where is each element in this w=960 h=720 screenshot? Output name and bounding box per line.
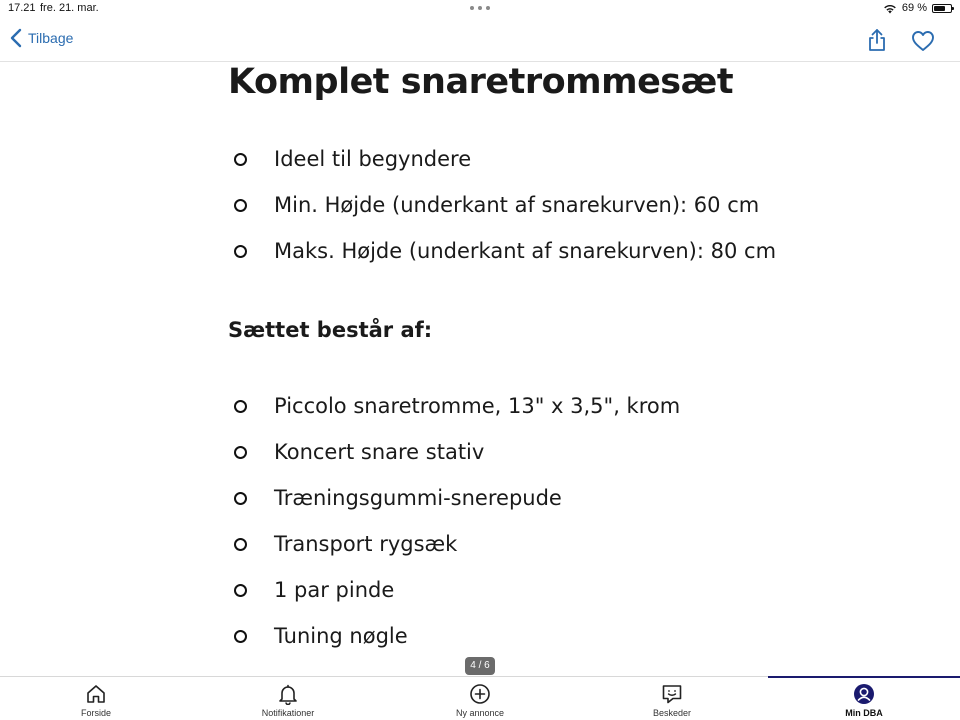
profile-icon bbox=[853, 683, 875, 705]
list-item-text: Ideel til begyndere bbox=[274, 147, 472, 171]
battery-level-fill bbox=[934, 6, 945, 11]
tab-beskeder[interactable] bbox=[576, 677, 768, 720]
feature-list bbox=[234, 136, 776, 274]
battery-percentage: 69 % bbox=[901, 2, 927, 14]
image-page-indicator: 4 / 6 bbox=[465, 657, 495, 675]
list-item bbox=[234, 383, 680, 429]
message-icon bbox=[661, 683, 683, 705]
list-item-text: Piccolo snaretromme, 13" x 3,5", krom bbox=[274, 394, 681, 418]
list-item-text: Træningsgummi-snerepude bbox=[274, 486, 562, 510]
bullet-icon bbox=[234, 446, 247, 459]
tab-label: Ny annonce bbox=[455, 708, 505, 718]
tab-label: Beskeder bbox=[652, 708, 692, 718]
plus-circle-icon bbox=[469, 683, 491, 705]
tab-label: Notifikationer bbox=[261, 708, 315, 718]
list-item-text: Tuning nøgle bbox=[274, 624, 408, 648]
list-item-text: Min. Højde (underkant af snarekurven): 60 cm bbox=[274, 193, 760, 217]
bullet-icon bbox=[234, 400, 247, 413]
chevron-left-icon bbox=[10, 28, 22, 48]
wifi-icon bbox=[883, 3, 897, 14]
multitasking-dots-icon[interactable] bbox=[470, 6, 490, 12]
back-button[interactable] bbox=[10, 28, 73, 48]
tab-label: Min DBA bbox=[845, 708, 883, 718]
bullet-icon bbox=[234, 630, 247, 643]
tab-ny-annonce[interactable] bbox=[384, 677, 576, 720]
list-item bbox=[234, 613, 680, 659]
bullet-icon bbox=[234, 245, 247, 258]
bullet-icon bbox=[234, 492, 247, 505]
bell-icon bbox=[277, 683, 299, 705]
list-item-text: Transport rygsæk bbox=[274, 532, 458, 556]
list-item bbox=[234, 521, 680, 567]
bullet-icon bbox=[234, 538, 247, 551]
tab-forside[interactable] bbox=[0, 677, 192, 720]
tab-notifikationer[interactable] bbox=[192, 677, 384, 720]
battery-icon bbox=[932, 4, 952, 13]
tab-label: Forside bbox=[80, 708, 111, 718]
status-date: fre. 21. mar. bbox=[40, 2, 99, 14]
back-label: Tilbage bbox=[28, 30, 74, 46]
list-item-text: Koncert snare stativ bbox=[274, 440, 485, 464]
page-title: Komplet snaretrommesæt bbox=[228, 62, 734, 102]
list-item-text: 1 par pinde bbox=[274, 578, 395, 602]
bullet-icon bbox=[234, 584, 247, 597]
contents-list bbox=[234, 383, 680, 659]
status-indicators bbox=[883, 2, 952, 14]
list-item bbox=[234, 136, 776, 182]
list-item bbox=[234, 475, 680, 521]
bullet-icon bbox=[234, 153, 247, 166]
tab-min-dba[interactable] bbox=[768, 677, 960, 720]
section-heading: Sættet består af: bbox=[228, 318, 433, 342]
list-item bbox=[234, 182, 776, 228]
list-item-text: Maks. Højde (underkant af snarekurven): 80 cm bbox=[274, 239, 777, 263]
navigation-bar bbox=[0, 18, 960, 62]
list-item bbox=[234, 228, 776, 274]
share-icon[interactable] bbox=[866, 28, 888, 52]
home-icon bbox=[85, 683, 107, 705]
tab-bar bbox=[0, 676, 960, 720]
status-bar bbox=[0, 0, 960, 18]
listing-image[interactable] bbox=[0, 62, 960, 676]
bullet-icon bbox=[234, 199, 247, 212]
status-time: 17.21 bbox=[8, 2, 36, 14]
heart-icon[interactable] bbox=[911, 30, 935, 52]
list-item bbox=[234, 567, 680, 613]
list-item bbox=[234, 429, 680, 475]
